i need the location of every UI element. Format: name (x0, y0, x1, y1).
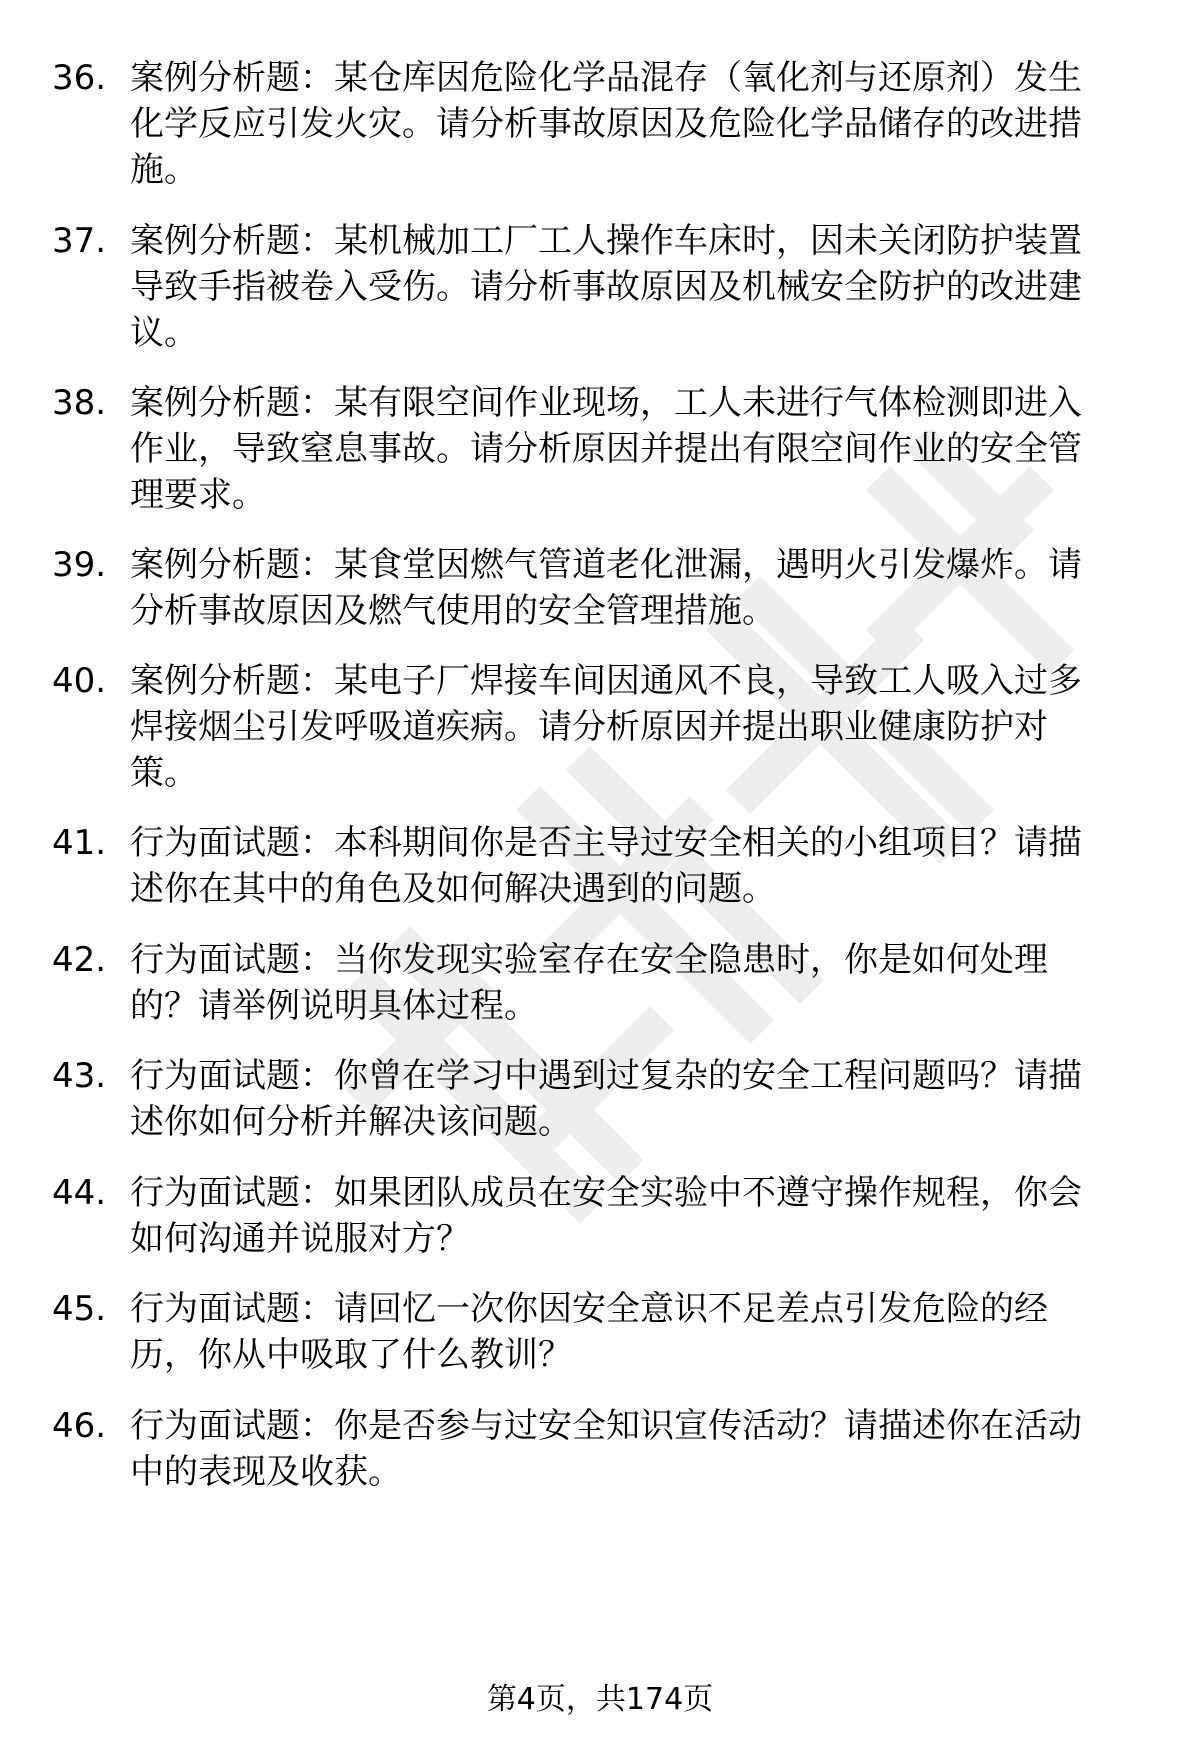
question-number: 42. (52, 940, 107, 980)
question-line: 案例分析题：某机械加工厂工人操作车床时，因未关闭防护装置 (130, 221, 1082, 261)
question-line: 述你在其中的角色及如何解决遇到的问题。 (130, 869, 776, 909)
question-line: 历，你从中吸取了什么教训？ (130, 1335, 572, 1375)
question-line: 行为面试题：请回忆一次你因安全意识不足差点引发危险的经 (130, 1289, 1048, 1329)
question-text (130, 542, 1150, 634)
question-line: 案例分析题：某仓库因危险化学品混存（氧化剂与还原剂）发生 (130, 58, 1082, 98)
question-line: 行为面试题：你曾在学习中遇到过复杂的安全工程问题吗？请描 (130, 1056, 1082, 1096)
question-number: 38. (52, 383, 107, 423)
question-line: 施。 (130, 150, 198, 190)
question-text (130, 937, 1150, 1029)
question-text (130, 658, 1150, 796)
question-number: 37. (52, 221, 107, 261)
question-line: 焊接烟尘引发呼吸道疾病。请分析原因并提出职业健康防护对 (130, 707, 1048, 747)
question-text (130, 380, 1150, 518)
question-line: 中的表现及收获。 (130, 1452, 402, 1492)
question-line: 理要求。 (130, 475, 266, 515)
question-line: 述你如何分析并解决该问题。 (130, 1102, 572, 1142)
question-line: 作业，导致窒息事故。请分析原因并提出有限空间作业的安全管 (130, 429, 1082, 469)
question-line: 行为面试题：如果团队成员在安全实验中不遵守操作规程，你会 (130, 1173, 1082, 1213)
page-footer (0, 1680, 1200, 1720)
question-number: 45. (52, 1289, 107, 1329)
question-text (130, 218, 1150, 356)
question-line: 如何沟通并说服对方？ (130, 1219, 470, 1259)
question-number: 46. (52, 1406, 107, 1446)
question-line: 策。 (130, 753, 198, 793)
question-number: 41. (52, 823, 107, 863)
page-number-label: 第4页，共174页 (486, 1682, 714, 1717)
question-text (130, 1403, 1150, 1495)
question-number: 40. (52, 661, 107, 701)
question-line: 案例分析题：某食堂因燃气管道老化泄漏，遇明火引发爆炸。请 (130, 545, 1082, 585)
question-text (130, 1053, 1150, 1145)
question-line: 分析事故原因及燃气使用的安全管理措施。 (130, 591, 776, 631)
question-line: 行为面试题：当你发现实验室存在安全隐患时，你是如何处理 (130, 940, 1048, 980)
question-number: 44. (52, 1173, 107, 1213)
question-text (130, 820, 1150, 912)
question-number: 39. (52, 545, 107, 585)
question-line: 行为面试题：本科期间你是否主导过安全相关的小组项目？请描 (130, 823, 1082, 863)
question-text (130, 1170, 1150, 1262)
question-line: 的？请举例说明具体过程。 (130, 986, 538, 1026)
question-line: 导致手指被卷入受伤。请分析事故原因及机械安全防护的改进建 (130, 267, 1082, 307)
question-line: 案例分析题：某有限空间作业现场，工人未进行气体检测即进入 (130, 383, 1082, 423)
question-line: 化学反应引发火灾。请分析事故原因及危险化学品储存的改进措 (130, 104, 1082, 144)
question-number: 36. (52, 58, 107, 98)
question-line: 行为面试题：你是否参与过安全知识宣传活动？请描述你在活动 (130, 1406, 1082, 1446)
question-line: 议。 (130, 313, 198, 353)
question-number: 43. (52, 1056, 107, 1096)
question-line: 案例分析题：某电子厂焊接车间因通风不良，导致工人吸入过多 (130, 661, 1082, 701)
question-text (130, 1286, 1150, 1378)
question-text (130, 55, 1150, 193)
